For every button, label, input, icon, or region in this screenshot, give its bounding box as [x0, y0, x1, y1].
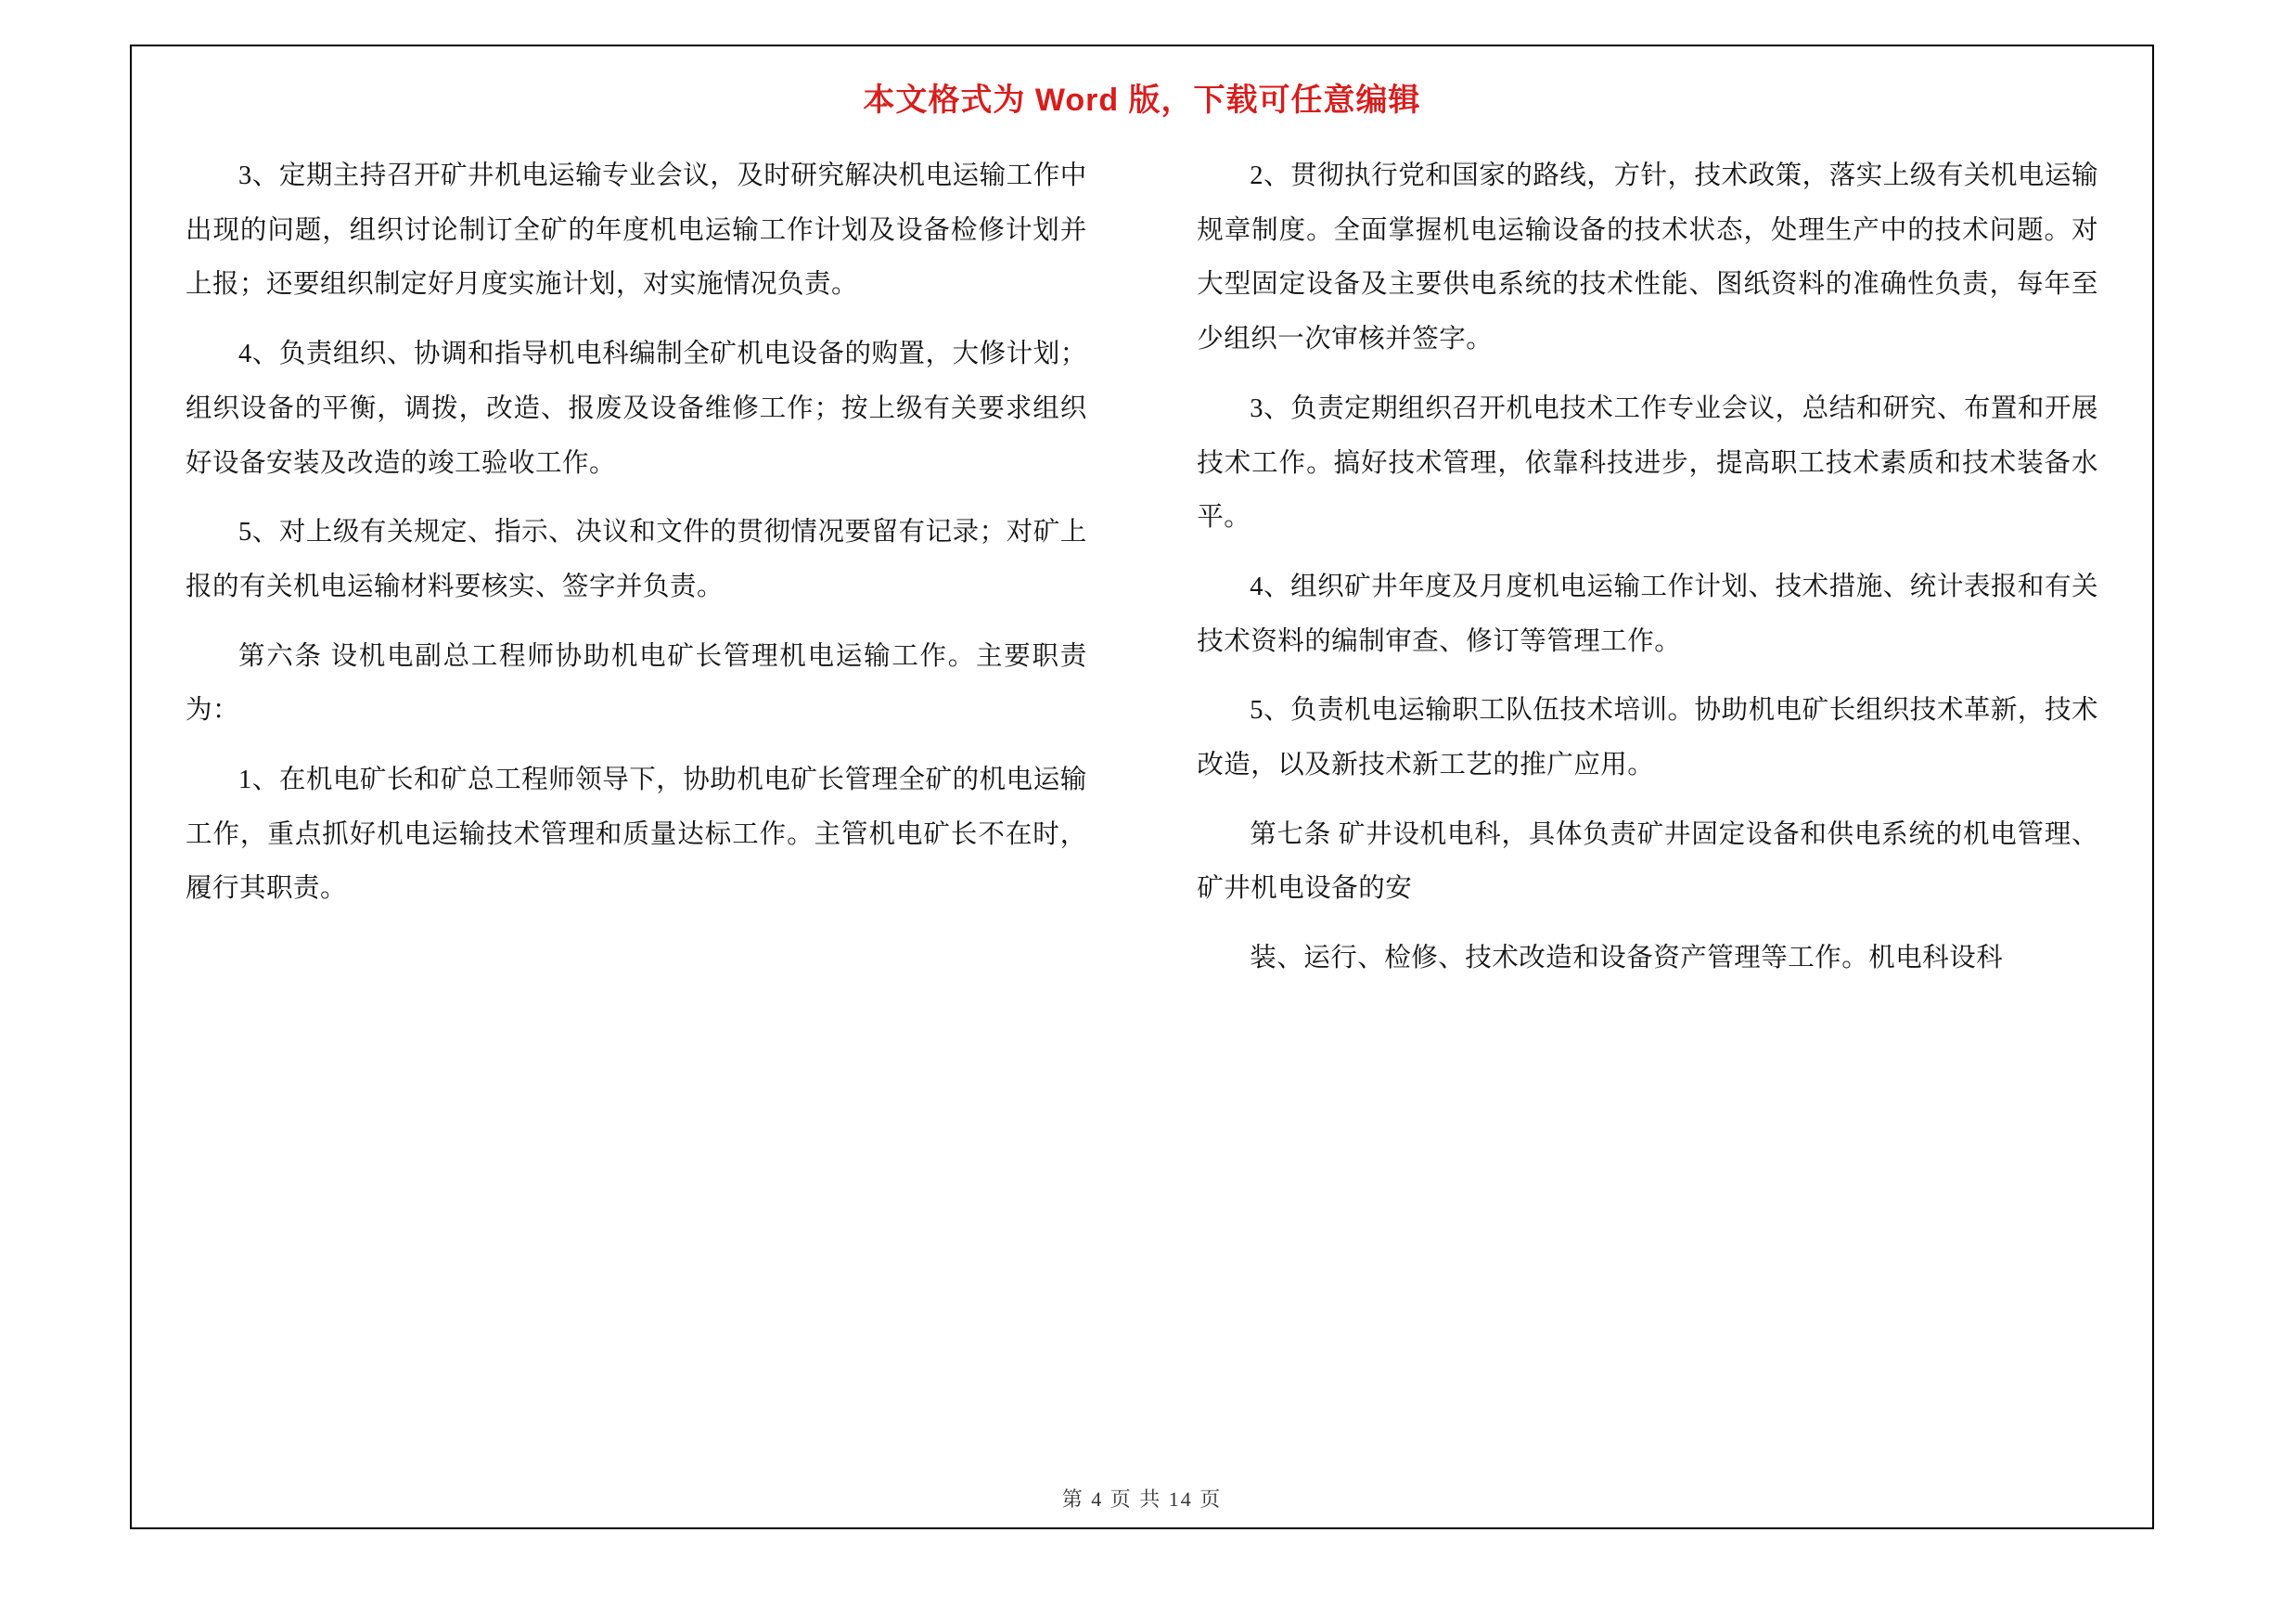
paragraph: 装、运行、检修、技术改造和设备资产管理等工作。机电科设科	[1250, 944, 2004, 973]
paragraph: 4、组织矿井年度及月度机电运输工作计划、技术措施、统计表报和有关技术资料的编制审查、修订等管理工作。	[1197, 572, 2098, 656]
paragraph: 4、负责组织、协调和指导机电科编制全矿机电设备的购置，大修计划；组织设备的平衡，调拨，改造、报废及设备维修工作；按上级有关要求组织好设备安装及改造的竣工验收工作。	[186, 340, 1087, 478]
left-column	[186, 149, 1104, 1426]
word-version-notice: 本文格式为 Word 版，下载可任意编辑	[863, 83, 1421, 118]
paragraph: 3、负责定期组织召开机电技术工作专业会议，总结和研究、布置和开展技术工作。搞好技术管理，依靠科技进步，提高职工技术素质和技术装备水平。	[1197, 393, 2098, 533]
right-column	[1180, 149, 2098, 1426]
paragraph: 5、对上级有关规定、指示、决议和文件的贯彻情况要留有记录；对矿上报的有关机电运输材料要核实、签字并负责。	[186, 518, 1087, 601]
paragraph: 5、负责机电运输职工队伍技术培训。协助机电矿长组织技术革新，技术改造，以及新技术新工艺的推广应用。	[1197, 696, 2098, 780]
paragraph: 第六条 设机电副总工程师协助机电矿长管理机电运输工作。主要职责为：	[186, 641, 1087, 726]
two-column-body	[132, 127, 2152, 1426]
document-page	[130, 45, 2154, 1529]
paragraph: 1、在机电矿长和矿总工程师领导下，协助机电矿长管理全矿的机电运输工作，重点抓好机电运输技术管理和质量达标工作。主管机电矿长不在时，履行其职责。	[186, 766, 1087, 904]
paragraph: 第七条 矿井设机电科，具体负责矿井固定设备和供电系统的机电管理、矿井机电设备的安	[1197, 819, 2098, 904]
paragraph: 3、定期主持召开矿井机电运输专业会议，及时研究解决机电运输工作中出现的问题，组织讨论制订全矿的年度机电运输工作计划及设备检修计划并上报；还要组织制定好月度实施计划，对实施情况负责。	[186, 161, 1087, 300]
page-number-footer: 第 4 页 共 14 页	[1061, 1488, 1223, 1511]
paragraph: 2、贯彻执行党和国家的路线，方针，技术政策，落实上级有关机电运输规章制度。全面掌握机电运输设备的技术状态，处理生产中的技术问题。对大型固定设备及主要供电系统的技术性能、图纸资料的准确性负责，每年至少组织一次审核并签字。	[1197, 161, 2098, 354]
